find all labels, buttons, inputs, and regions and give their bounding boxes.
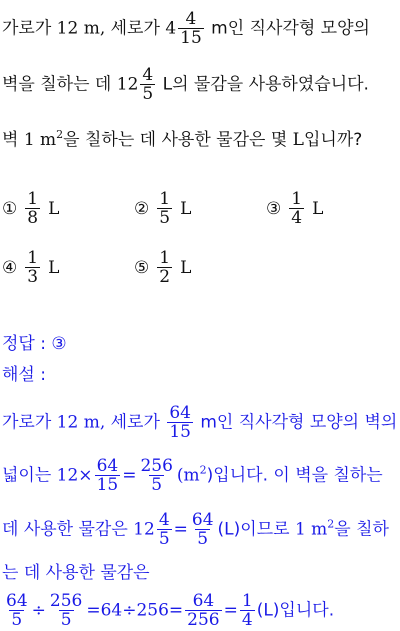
numerator: 1: [159, 189, 171, 209]
text: 세로가: [105, 412, 166, 433]
problem-line-1: [2, 10, 370, 47]
mixed-whole: 4: [165, 18, 177, 39]
fraction: [157, 249, 172, 286]
numerator: 1: [27, 189, 39, 209]
solution-line-3: [2, 511, 389, 548]
mixed-whole: 12: [133, 519, 155, 540]
text: =: [173, 519, 188, 540]
option-mark: ④: [2, 257, 18, 278]
denominator: 3: [27, 267, 39, 287]
denominator: 15: [169, 422, 191, 442]
superscript: 2: [199, 463, 207, 477]
denominator: 256: [187, 610, 220, 630]
numerator: 256: [140, 456, 173, 476]
numerator: 64: [191, 510, 214, 530]
numerator: 64: [169, 403, 191, 423]
text: 을 칠하는 데 사용한 물감은 몇: [63, 130, 293, 150]
unit: L: [48, 257, 60, 278]
explanation-label: 해설 :: [2, 365, 46, 385]
denominator: 5: [197, 529, 209, 549]
fraction: [25, 190, 40, 227]
unit: L: [312, 198, 324, 219]
numerator: 4: [158, 510, 170, 530]
option-3[interactable]: [266, 190, 323, 227]
solution-line-1: [2, 404, 397, 441]
numerator: 1: [241, 591, 253, 611]
numerator: 1: [291, 189, 303, 209]
option-mark: ②: [134, 198, 150, 219]
denominator: 5: [159, 208, 171, 228]
text: 12 m,: [56, 18, 106, 39]
option-2[interactable]: [134, 190, 191, 227]
text: m인 직사각형 모양의 벽의: [194, 412, 398, 433]
text: )입니다. 이 벽을 칠하는: [206, 465, 383, 486]
denominator: 5: [151, 475, 163, 495]
denominator: 15: [96, 475, 119, 495]
fraction: [140, 66, 155, 103]
superscript: 2: [327, 517, 335, 531]
text: =64÷256=: [86, 600, 184, 621]
text: =: [223, 600, 238, 621]
text: 을 칠하: [334, 519, 389, 540]
option-mark: ①: [2, 198, 18, 219]
option-mark: ③: [266, 198, 282, 219]
denominator: 2: [159, 267, 171, 287]
superscript: 2: [56, 128, 64, 141]
denominator: 5: [11, 610, 23, 630]
problem-line-2: [2, 66, 369, 103]
fraction: [48, 592, 84, 629]
numerator: 256: [49, 591, 83, 611]
answer-label: 정답 : ③: [2, 334, 67, 354]
text: 1 m: [23, 130, 57, 150]
fraction: [157, 190, 172, 227]
solution-line-2: [2, 457, 383, 494]
numerator: 64: [96, 456, 119, 476]
fraction: [190, 511, 216, 548]
text: (L)입니다.: [256, 600, 335, 621]
text: =: [122, 465, 137, 486]
numerator: 64: [192, 591, 215, 611]
text: ÷: [31, 600, 46, 621]
text: 12×: [56, 465, 93, 486]
text: L의 물감을 사용하였습니다.: [157, 74, 369, 95]
text: (L)이므로: [217, 519, 295, 540]
denominator: 5: [60, 610, 72, 630]
option-mark: ⑤: [134, 257, 150, 278]
numerator: 1: [159, 248, 171, 268]
numerator: 64: [6, 591, 28, 611]
option-1[interactable]: [2, 190, 59, 227]
text: 데 사용한 물감은: [2, 519, 134, 540]
numerator: 4: [185, 9, 197, 29]
option-5[interactable]: [134, 249, 191, 286]
text: 입니까?: [303, 130, 363, 150]
fraction: [167, 404, 193, 441]
text: 세로가: [105, 18, 166, 39]
text: m인 직사각형 모양의: [205, 18, 370, 39]
fraction: [185, 592, 221, 629]
text: 넓이는: [2, 465, 57, 486]
problem-line-3: [2, 125, 362, 150]
text: (m: [176, 465, 200, 486]
fraction: [95, 457, 121, 494]
numerator: 1: [27, 248, 39, 268]
fraction: [240, 592, 255, 629]
fraction: [25, 249, 40, 286]
text: 1 m: [294, 519, 328, 540]
text: 가로가: [2, 412, 57, 433]
solution-line-5: [2, 592, 334, 629]
denominator: 4: [241, 610, 253, 630]
denominator: 4: [291, 208, 303, 228]
text: 가로가: [2, 18, 57, 39]
solution-line-4: 는 데 사용한 물감은: [2, 563, 150, 583]
unit: L: [180, 198, 192, 219]
mixed-whole: 12: [116, 74, 139, 95]
text: L: [292, 130, 304, 150]
text: 12 m,: [56, 412, 106, 433]
fraction: [289, 190, 304, 227]
numerator: 4: [142, 65, 154, 85]
text: 벽: [2, 130, 24, 150]
denominator: 8: [27, 208, 39, 228]
denominator: 5: [158, 529, 170, 549]
option-4[interactable]: [2, 249, 59, 286]
denominator: 5: [142, 84, 154, 104]
unit: L: [180, 257, 192, 278]
denominator: 15: [180, 28, 202, 48]
text: 벽을 칠하는 데: [2, 74, 117, 95]
fraction: [138, 457, 174, 494]
unit: L: [48, 198, 60, 219]
fraction: [157, 511, 172, 548]
fraction: [4, 592, 30, 629]
fraction: [178, 10, 204, 47]
